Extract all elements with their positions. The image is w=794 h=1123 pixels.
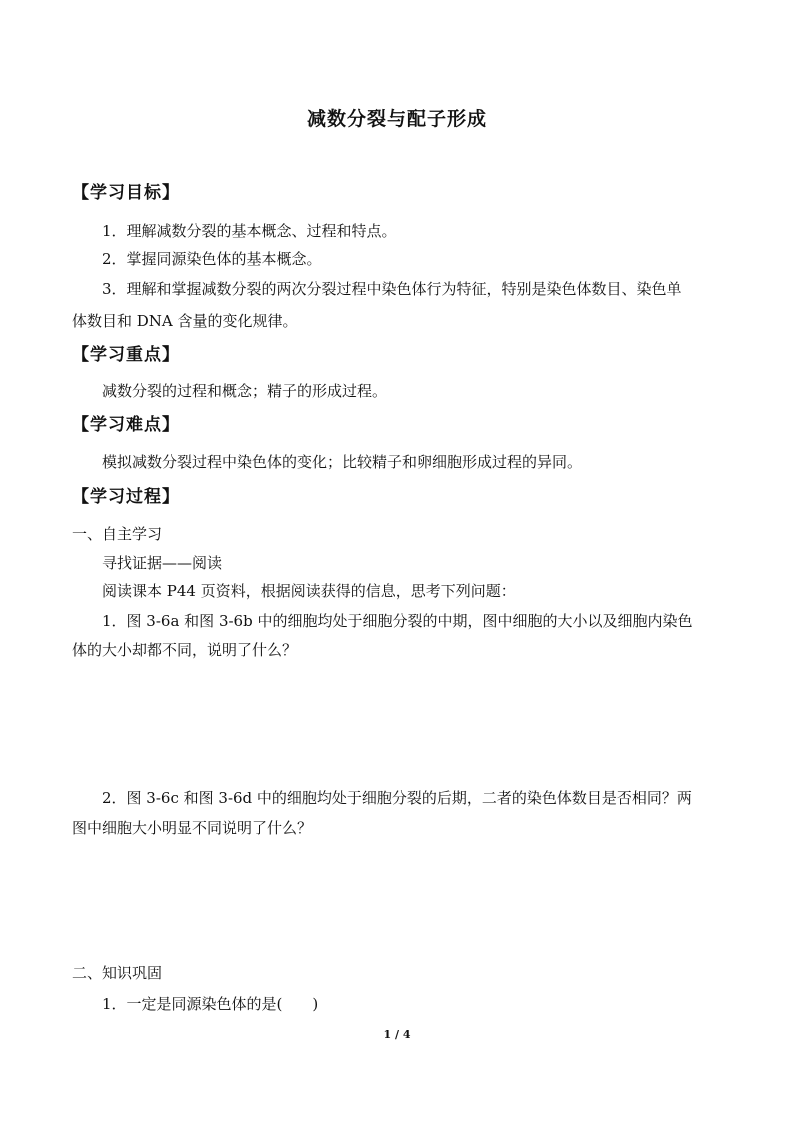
key-points-text: 减数分裂的过程和概念；精子的形成过程。 (102, 382, 388, 400)
question-2-line-2: 图中细胞大小明显不同说明了什么？ (72, 819, 313, 837)
question-2-line-1: 2．图 3-6c 和图 3-6d 中的细胞均处于细胞分裂的后期，二者的染色体数目是否相同？两 (102, 789, 692, 807)
self-study-intro: 阅读课本 P44 页资料，根据阅读获得的信息，思考下列问题： (102, 582, 516, 600)
process-heading: 【学习过程】 (72, 487, 180, 507)
objective-item-3: 3．理解和掌握减数分裂的两次分裂过程中染色体行为特征，特别是染色体数目、染色单 (102, 280, 682, 298)
objectives-heading: 【学习目标】 (72, 183, 180, 203)
difficulties-text: 模拟减数分裂过程中染色体的变化；比较精子和卵细胞形成过程的异同。 (102, 453, 583, 471)
difficulties-heading: 【学习难点】 (72, 415, 180, 435)
self-study-sub: 寻找证据——阅读 (102, 554, 223, 572)
question-1-line-1: 1．图 3-6a 和图 3-6b 中的细胞均处于细胞分裂的中期，图中细胞的大小以及细胞内染色 (102, 612, 693, 630)
question-1-line-2: 体的大小却都不同，说明了什么？ (72, 641, 298, 659)
page-number: 1 / 4 (383, 1028, 411, 1041)
consolidation-question-1: 1．一定是同源染色体的是( ) (102, 995, 319, 1013)
key-points-heading: 【学习重点】 (72, 345, 180, 365)
page-title: 减数分裂与配子形成 (306, 108, 487, 130)
consolidation-label: 二、知识巩固 (72, 964, 163, 982)
objective-item-3-continued: 体数目和 DNA 含量的变化规律。 (72, 312, 298, 330)
objective-item-1: 1．理解减数分裂的基本概念、过程和特点。 (102, 222, 397, 240)
self-study-label: 一、自主学习 (72, 525, 163, 543)
objective-item-2: 2．掌握同源染色体的基本概念。 (102, 250, 322, 268)
